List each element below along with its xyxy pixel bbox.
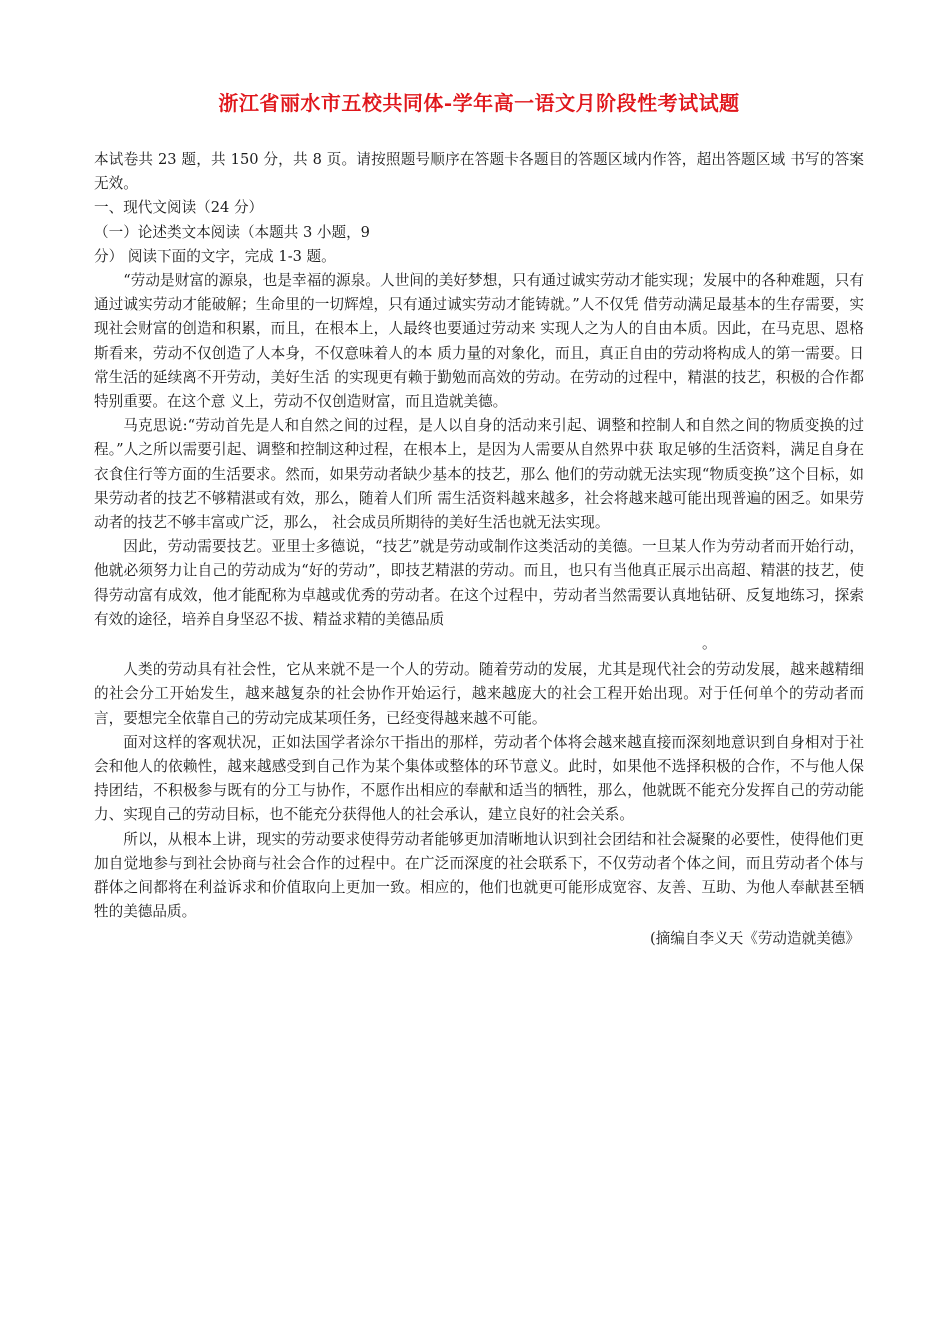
exam-intro: 本试卷共 23 题，共 150 分，共 8 页。请按照题号顺序在答题卡各题目的答题区域内作答，超出答题区域 书写的答案无效。 xyxy=(94,151,864,193)
page-title: 浙江省丽水市五校共同体-学年高一语文月阶段性考试试题 xyxy=(218,91,740,115)
passage-paragraph-6: 所以，从根本上讲，现实的劳动要求使得劳动者能够更加清晰地认识到社会团结和社会凝聚的必要性，使得他们更加自觉地参与到社会协商与社会合作的过程中。在广泛而深度的社会联系下，不仅劳动者个体之间，而且劳动者个体与群体之间都将在利益诉求和价值取向上更加一致。相应的，他们也就更可能形成宽容、友善、互助、为他人奉献甚至牺牲的美德品质。 xyxy=(94,830,864,921)
subsection-heading: （一）论述类文本阅读（本题共 3 小题，9 xyxy=(94,223,370,241)
orphan-period: 。 xyxy=(702,635,717,653)
passage-paragraph-2: 马克思说:“劳动首先是人和自然之间的过程，是人以自身的活动来引起、调整和控制人和自然之间的物质变换的过程。”人之所以需要引起、调整和控制这种过程，在根本上，是因为人需要从自然界中获 取足够的生活资料，满足自身在衣食住行等方面的生活要求。然而，如果劳动者缺少基本的技艺，那么 他们的劳动就无法实现“物质变换”这个目标，如果劳动者的技艺不够精湛或有效，那么，随着人们所 需生活资料越来越多，社会将越来越可能出现普遍的困乏。如果劳动者的技艺不够丰富或广泛，那么， 社会成员所期待的美好生活也就无法实现。 xyxy=(94,417,864,532)
passage-source: (摘编自李义天《劳动造就美德》 xyxy=(649,929,860,947)
passage-paragraph-1: “劳动是财富的源泉，也是幸福的源泉。人世间的美好梦想，只有通过诚实劳动才能实现；发展中的各种难题，只有通过诚实劳动才能破解；生命里的一切辉煌，只有通过诚实劳动才能铸就。”人不仅凭 借劳动满足最基本的生存需要，实现社会财富的创造和积累，而且，在根本上，人最终也要通过劳动来 实现人之为人的自由本质。因此，在马克思、恩格斯看来，劳动不仅创造了人本身，不仅意味着人的本 质力量的对象化，而且，真正自由的劳动将构成人的第一需要。日常生活的延续离不开劳动，美好生活 的实现更有赖于勤勉而高效的劳动。在劳动的过程中，精湛的技艺，积极的合作都特别重要。在这个意 义上，劳动不仅创造财富，而且造就美德。 xyxy=(94,272,864,411)
passage-paragraph-3: 因此，劳动需要技艺。亚里士多德说，“技艺”就是劳动或制作这类活动的美德。一旦某人作为劳动者而开始行动，他就必须努力让自己的劳动成为“好的劳动”，即技艺精湛的劳动。而且，也只有当他真正展示出高超、精湛的技艺，使得劳动富有成效，他才能配称为卓越或优秀的劳动者。在这个过程中，劳动者当然需要认真地钻研、反复地练习，探索有效的途径，培养自身坚忍不拔、精益求精的美德品质 xyxy=(94,538,864,628)
subsection-heading-cont: 分） 阅读下面的文字，完成 1-3 题。 xyxy=(94,247,336,265)
exam-page xyxy=(94,90,864,951)
section-heading: 一、现代文阅读（24 分） xyxy=(94,199,264,217)
passage-paragraph-4: 人类的劳动具有社会性，它从来就不是一个人的劳动。随着劳动的发展，尤其是现代社会的劳动发展，越来越精细的社会分工开始发生，越来越复杂的社会协作开始运行，越来越庞大的社会工程开始出现。对于任何单个的劳动者而言，要想完全依靠自己的劳动完成某项任务，已经变得越来越不可能。 xyxy=(94,661,864,727)
passage-paragraph-5: 面对这样的客观状况，正如法国学者涂尔干指出的那样，劳动者个体将会越来越直接而深刻地意识到自身相对于社会和他人的依赖性，越来越感受到自己作为某个集体或整体的环节意义。此时，如果他不选择积极的合作，不与他人保持团结，不积极参与既有的分工与协作，不愿作出相应的奉献和适当的牺牲，那么，他就既不能充分发挥自己的劳动能力、实现自己的劳动目标，也不能充分获得他人的社会承认，建立良好的社会关系。 xyxy=(94,733,864,824)
